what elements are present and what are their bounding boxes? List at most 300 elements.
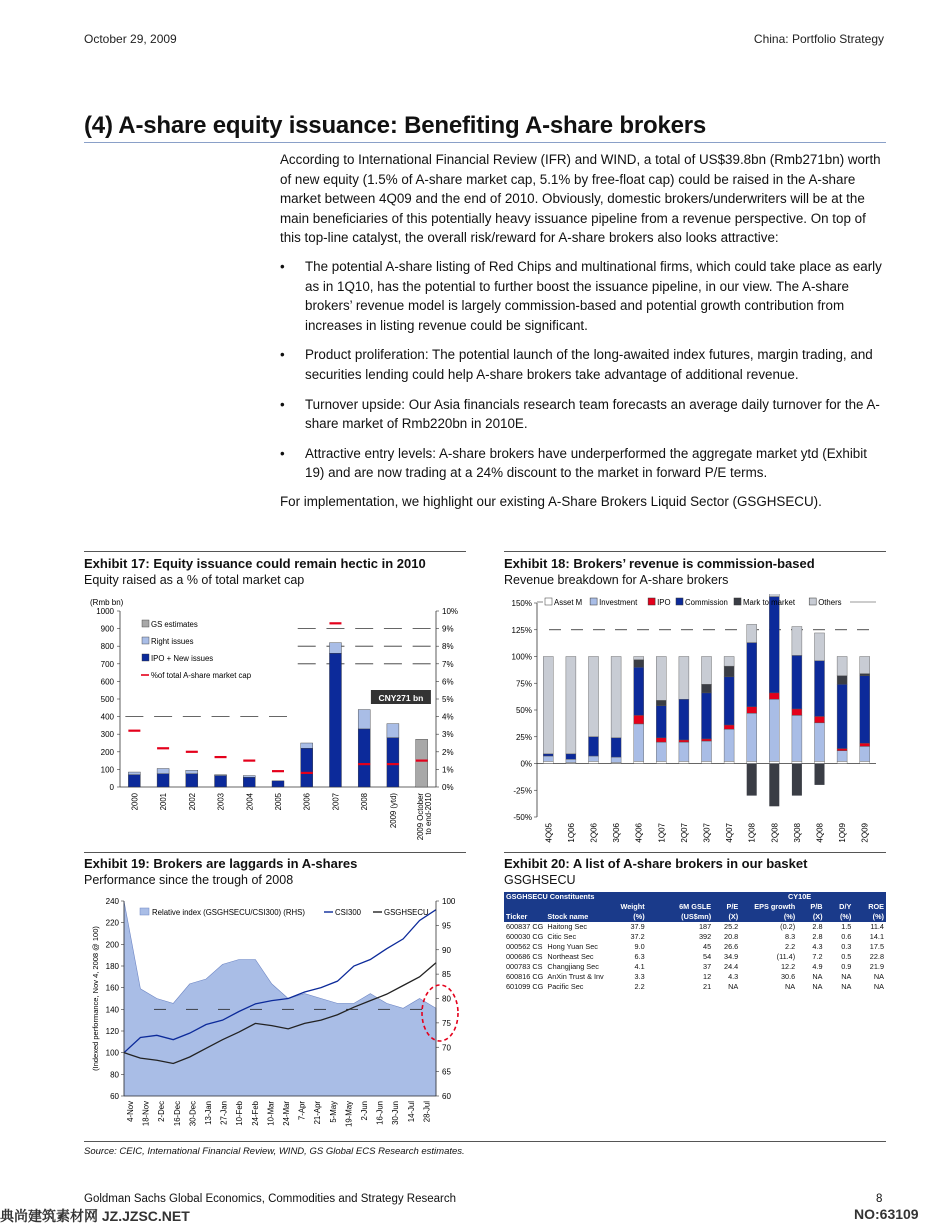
table-row <box>504 922 886 932</box>
bar-segment <box>792 715 802 761</box>
table-cell: 12.2 <box>780 962 796 971</box>
y2-tick-label: 85 <box>442 970 451 980</box>
exhibit-divider <box>504 551 886 552</box>
y-tick-label: 600 <box>100 677 114 687</box>
table-cell: 14.1 <box>869 932 884 941</box>
bar-ipo-new-issues <box>186 774 198 787</box>
bar-segment <box>589 756 599 761</box>
x-tick-label: 4Q08 <box>815 823 825 843</box>
table-cell: 0.6 <box>841 932 852 941</box>
table-cell: 6.3 <box>634 952 645 961</box>
bar-segment <box>792 627 802 656</box>
table-top-right: CY10E <box>788 892 812 901</box>
y2-tick-label: 75 <box>442 1018 451 1028</box>
legend-label: Right issues <box>151 637 194 646</box>
table-cell: 000686 CS <box>506 952 543 961</box>
bar-segment-negative <box>815 764 825 785</box>
table-body <box>504 922 886 992</box>
title-divider <box>84 142 886 143</box>
table-cell: 26.6 <box>724 942 739 951</box>
x-tick-label: 27-Jan <box>219 1101 229 1125</box>
table-cell: 30.6 <box>780 972 796 981</box>
legend-label: Commission <box>685 598 728 607</box>
exhibit-17-chart <box>84 594 466 852</box>
exhibit-18-subtitle: Revenue breakdown for A-share brokers <box>504 573 729 587</box>
bar-segment <box>634 660 644 667</box>
bar-segment <box>679 657 689 700</box>
table-cell: Citic Sec <box>547 932 577 941</box>
table-cell: NA <box>841 982 852 991</box>
table-cell: (0.2) <box>780 922 796 931</box>
bar-segment-negative <box>769 764 779 807</box>
table-row <box>504 952 886 962</box>
source-note: Source: CEIC, International Financial Review, WIND, GS Global ECS Research estimates. <box>84 1146 465 1157</box>
table-cell: 12 <box>703 972 712 981</box>
x-tick-label: 2000 <box>130 793 140 811</box>
bar-segment <box>724 666 734 677</box>
x-tick-label: 2Q09 <box>860 823 870 843</box>
header-date: October 29, 2009 <box>84 32 177 46</box>
table-cell: 2.2 <box>634 982 645 991</box>
table-cell: 17.5 <box>869 942 884 951</box>
bar-segment <box>815 661 825 717</box>
bar-segment <box>769 699 779 761</box>
y-tick-label: 125% <box>511 625 532 635</box>
legend-swatch <box>734 598 741 605</box>
x-tick-label: 1Q08 <box>747 823 757 843</box>
x-tick-label: 10-Feb <box>235 1101 245 1126</box>
bar-segment <box>815 633 825 661</box>
y2-tick-label: 100 <box>442 897 456 906</box>
legend-swatch <box>142 620 149 627</box>
table-cell: 25.2 <box>724 922 739 931</box>
table-cell: 4.1 <box>634 962 645 971</box>
bar-right-issues <box>358 710 370 729</box>
annotation-label: CNY271 bn <box>378 693 424 703</box>
bar-segment <box>611 738 621 757</box>
bar-segment <box>634 761 644 763</box>
x-tick-label: 5-May <box>328 1101 338 1123</box>
table-row <box>504 972 886 982</box>
x-tick-label: 7-Apr <box>297 1101 307 1121</box>
bar-segment <box>769 761 779 763</box>
bar-right-issues <box>186 770 198 774</box>
x-tick-label: 2-Jun <box>360 1101 369 1121</box>
x-tick-label: 14-Jul <box>406 1101 416 1123</box>
table-cell: 54 <box>703 952 712 961</box>
bar-segment <box>566 754 576 759</box>
x-tick-label: 30-Dec <box>188 1101 198 1127</box>
table-cell: NA <box>873 982 884 991</box>
x-tick-label: 4Q07 <box>725 823 735 843</box>
bar-segment <box>611 657 621 738</box>
table-cell: 601099 CG <box>506 982 544 991</box>
bar-segment <box>769 594 779 597</box>
y2-tick-label: 8% <box>442 642 454 652</box>
table-row <box>504 962 886 972</box>
table-cell: Northeast Sec <box>547 952 594 961</box>
x-tick-label: 21-Apr <box>313 1101 323 1125</box>
y-tick-label: 100% <box>511 652 532 662</box>
table-row <box>504 932 886 942</box>
table-cell: NA <box>812 972 823 981</box>
bar-segment <box>702 693 712 739</box>
y2-tick-label: 5% <box>442 695 454 704</box>
bar-segment <box>747 643 757 707</box>
table-cell: 2.8 <box>812 922 823 931</box>
bar-segment <box>792 655 802 709</box>
bar-right-issues <box>301 743 313 748</box>
source-divider <box>84 1141 886 1142</box>
table-cell: (11.4) <box>776 952 796 961</box>
x-tick-label: 2002 <box>187 793 197 811</box>
bar-segment <box>747 624 757 642</box>
x-tick-label: 2Q08 <box>770 823 780 843</box>
x-tick-label: 2006 <box>302 793 312 811</box>
table-header-cell: Weight (%) <box>620 902 645 921</box>
bar-segment <box>543 761 553 763</box>
table-cell: NA <box>873 972 884 981</box>
bar-segment <box>724 729 734 761</box>
table-cell: 21.9 <box>869 962 884 971</box>
x-tick-label: 2Q06 <box>589 823 599 843</box>
table-cell: Haitong Sec <box>547 922 588 931</box>
table-header-cell: ROE (%) <box>868 902 884 921</box>
bullet-text: The potential A-share listing of Red Chips and multinational firms, which could take place as early as in 1Q10, has the potential to further boost the issuance pipeline, in our view. The A-share brokers’ revenue model is largely commission-based and potential growth contribution from increases in listing revenue could be significant. <box>305 258 882 333</box>
bar-gs-estimates <box>416 739 428 787</box>
table-cell: 0.9 <box>841 962 852 971</box>
bullet-item <box>280 444 886 483</box>
x-tick-label: 2009 (ytd) <box>388 793 398 829</box>
table-cell: 37 <box>703 962 712 971</box>
y2-tick-label: 6% <box>442 677 454 687</box>
x-tick-label: 1Q07 <box>657 823 667 843</box>
y-tick-label: 50% <box>515 706 532 715</box>
x-tick-label: 24-Mar <box>282 1101 291 1126</box>
bar-segment <box>860 657 870 674</box>
table-header-cell: EPS growth (%) <box>754 902 796 921</box>
exhibit-18-chart <box>504 594 886 852</box>
bar-segment <box>792 761 802 763</box>
bar-segment <box>634 715 644 724</box>
bar-segment <box>860 746 870 761</box>
x-tick-label: 2001 <box>159 793 169 811</box>
y-tick-label: 25% <box>515 732 532 742</box>
table-cell: NA <box>812 982 823 991</box>
bar-segment <box>543 756 553 761</box>
legend-swatch <box>676 598 683 605</box>
bar-segment <box>702 657 712 685</box>
body-text <box>280 150 886 512</box>
bar-segment-negative <box>747 764 757 796</box>
bar-segment <box>634 657 644 660</box>
bar-segment <box>724 657 734 667</box>
bullet-symbol: • <box>280 396 285 412</box>
table-cell: 8.3 <box>785 932 796 941</box>
bullet-item <box>280 345 886 384</box>
table-cell: Hong Yuan Sec <box>547 942 598 951</box>
table-header-row <box>504 902 886 922</box>
table-cell: 600837 CG <box>506 922 544 931</box>
y-tick-label: 150% <box>511 599 532 608</box>
watermark-left: 典尚建筑素材网 JZ.JZSC.NET <box>0 1208 190 1224</box>
y-axis-unit: (Rmb bn) <box>90 598 124 607</box>
y-tick-label: 500 <box>100 695 114 704</box>
bar-ipo-new-issues <box>243 777 255 787</box>
bar-segment <box>815 761 825 763</box>
y-tick-label: -50% <box>513 813 532 822</box>
x-tick-label: 3Q08 <box>792 823 802 843</box>
bar-segment <box>837 657 847 676</box>
bar-right-issues <box>157 769 169 774</box>
y2-tick-label: 2% <box>442 747 454 757</box>
bar-ipo-new-issues <box>272 781 284 787</box>
bullet-text: Attractive entry levels: A-share brokers have underperformed the aggregate market ytd (Exhibit 19) and are now trading at a 24% discount to the market in forward P/E terms. <box>305 445 867 481</box>
y-tick-label: 100 <box>100 765 114 775</box>
table-cell: 7.2 <box>812 952 823 961</box>
y-tick-label: 1000 <box>96 607 114 616</box>
bar-segment <box>769 693 779 699</box>
legend-label: Others <box>818 598 842 607</box>
bar-segment <box>837 676 847 685</box>
y2-tick-label: 90 <box>442 945 451 955</box>
table-cell: 187 <box>698 922 712 931</box>
table-cell: Changjiang Sec <box>547 962 599 971</box>
legend-label: %of total A-share market cap <box>151 671 252 680</box>
exhibit-20-subtitle: GSGHSECU <box>504 873 576 887</box>
bar-segment <box>769 597 779 693</box>
table-header-cell: Ticker <box>506 912 528 921</box>
table-cell: NA <box>728 982 739 991</box>
legend-label: Asset M <box>554 598 583 607</box>
y-tick-label: 700 <box>100 659 114 669</box>
exhibit-17-title: Exhibit 17: Equity issuance could remain hectic in 2010 <box>84 556 426 571</box>
bar-segment <box>566 657 576 754</box>
y2-tick-label: 1% <box>442 765 454 775</box>
bar-segment <box>679 740 689 742</box>
y-tick-label: 120 <box>105 1027 119 1036</box>
legend-swatch <box>140 908 149 915</box>
bar-segment-negative <box>792 764 802 796</box>
x-tick-label: 28-Jul <box>422 1101 432 1123</box>
y-tick-label: 0 <box>109 783 114 792</box>
bar-ipo-new-issues <box>358 729 370 787</box>
bar-segment <box>589 761 599 763</box>
table-header-cell: P/B (X) <box>810 902 823 921</box>
table-cell: Pacific Sec <box>547 982 584 991</box>
y-tick-label: 100 <box>105 1048 119 1058</box>
y2-tick-label: 60 <box>442 1092 451 1101</box>
y2-tick-label: 3% <box>442 730 454 740</box>
y-tick-label: 200 <box>105 940 119 950</box>
y-tick-label: 900 <box>100 624 114 634</box>
bar-segment <box>724 725 734 729</box>
table-row <box>504 982 886 992</box>
x-tick-label: 18-Nov <box>141 1101 151 1127</box>
x-tick-label: 2005 <box>274 793 283 811</box>
bar-segment <box>589 737 599 756</box>
table-cell: 600816 CG <box>506 972 544 981</box>
x-tick-label: 10-Mar <box>266 1101 276 1126</box>
exhibit-divider <box>504 852 886 853</box>
bar-ipo-new-issues <box>329 653 341 787</box>
legend-label: Relative index (GSGHSECU/CSI300) (RHS) <box>152 908 305 917</box>
header-report: China: Portfolio Strategy <box>753 32 884 46</box>
y2-tick-label: 65 <box>442 1067 451 1077</box>
bar-segment <box>747 707 757 713</box>
y-tick-label: 0% <box>520 759 532 769</box>
legend-label: Investment <box>599 598 638 607</box>
bar-segment <box>679 761 689 763</box>
bar-segment <box>837 761 847 763</box>
bar-segment <box>837 749 847 751</box>
table-cell: 24.4 <box>724 962 739 971</box>
bullet-text: Product proliferation: The potential launch of the long-awaited index futures, margin trading, and securities lending could help A-share brokers take advantage of additional revenue. <box>305 347 873 382</box>
table-cell: AnXin Trust & Inv <box>547 972 604 981</box>
table-cell: 600030 CG <box>506 932 544 941</box>
x-tick-label: 24-Feb <box>250 1101 260 1126</box>
bullet-list <box>280 257 886 483</box>
exhibit-19-title: Exhibit 19: Brokers are laggards in A-shares <box>84 856 358 871</box>
table-cell: 392 <box>698 932 712 941</box>
bullet-text: Turnover upside: Our Asia financials research team forecasts an average daily turnover for the A-share market of Rmb220bn in 2010E. <box>305 396 880 432</box>
exhibit-20-title: Exhibit 20: A list of A-share brokers in our basket <box>504 856 808 871</box>
x-tick-label: 4-Nov <box>126 1101 135 1122</box>
y2-tick-label: 9% <box>442 624 454 634</box>
table-cell: 37.2 <box>630 932 645 941</box>
table-cell: 000562 CS <box>506 942 543 951</box>
y-tick-label: 180 <box>105 962 119 971</box>
bar-segment <box>724 677 734 725</box>
bar-segment <box>702 761 712 763</box>
bar-segment <box>792 709 802 715</box>
bar-segment <box>566 759 576 762</box>
bullet-item <box>280 395 886 434</box>
table-row <box>504 942 886 952</box>
intro-paragraph: According to International Financial Review (IFR) and WIND, a total of US$39.8bn (Rmb271bn) worth of new equity (1.5% of A-share market cap, 5.1% by free-float cap) could be raised in the A-share market between 4Q09 and the end of 2010. Obviously, domestic brokers/underwriters will be at the main beneficiaries of this potentially heavy issuance pipeline from a revenue perspective. On top of this top-line catalyst, the overall risk/reward for A-share brokers also looks attractive: <box>280 152 881 246</box>
x-tick-label: 13-Jan <box>204 1101 213 1125</box>
bar-ipo-new-issues <box>215 776 227 787</box>
legend-swatch <box>545 598 552 605</box>
bar-right-issues <box>387 724 399 738</box>
table-cell: 37.9 <box>630 922 645 931</box>
table-cell: 2.8 <box>812 932 823 941</box>
table-cell: 4.3 <box>812 942 823 951</box>
y-tick-label: -25% <box>513 786 532 796</box>
bar-segment <box>611 757 621 762</box>
bar-right-issues <box>128 772 140 775</box>
legend-swatch <box>142 637 149 644</box>
y-axis-label: (Indexed performance, Nov 4, 2008 @ 100) <box>91 926 100 1071</box>
y-tick-label: 240 <box>105 897 119 906</box>
y2-tick-label: 70 <box>442 1043 451 1053</box>
table-cell: 21 <box>703 982 712 991</box>
y2-tick-label: 7% <box>442 659 454 669</box>
bar-segment <box>702 741 712 761</box>
table-header-cell: 6M GSLE (US$mn) <box>679 902 712 921</box>
bullet-symbol: • <box>280 347 285 363</box>
bar-segment <box>543 754 553 756</box>
bar-segment <box>702 739 712 741</box>
table-cell: 0.3 <box>841 942 852 951</box>
bar-segment <box>679 699 689 740</box>
y-tick-label: 140 <box>105 1005 119 1015</box>
exhibit-divider <box>84 551 466 552</box>
closing-paragraph: For implementation, we highlight our existing A-Share Brokers Liquid Sector (GSGHSECU). <box>280 493 822 509</box>
y-tick-label: 160 <box>105 983 119 993</box>
legend-label: Mark to market <box>743 598 795 607</box>
x-tick-label: 30-Jun <box>391 1101 401 1125</box>
x-tick-label: 1Q09 <box>838 823 848 843</box>
table-cell: 2.2 <box>785 942 796 951</box>
legend-swatch <box>648 598 655 605</box>
bar-segment <box>747 713 757 761</box>
legend-swatch <box>809 598 816 605</box>
y-tick-label: 400 <box>100 712 114 722</box>
page-number: 8 <box>876 1193 883 1205</box>
bullet-symbol: • <box>280 258 285 274</box>
bar-ipo-new-issues <box>128 775 140 787</box>
table-cell: 3.3 <box>634 972 645 981</box>
bar-segment <box>634 724 644 761</box>
bar-ipo-new-issues <box>301 748 313 787</box>
legend-label: IPO + New issues <box>151 654 214 663</box>
bar-segment <box>656 700 666 705</box>
bar-ipo-new-issues <box>387 738 399 787</box>
table-cell: 4.3 <box>728 972 739 981</box>
exhibit-17-subtitle: Equity raised as a % of total market cap <box>84 573 305 587</box>
bullet-item <box>280 257 886 335</box>
x-tick-label: 3Q06 <box>612 823 622 843</box>
y-tick-label: 80 <box>110 1070 119 1080</box>
x-tick-label: 4Q06 <box>634 823 644 843</box>
x-tick-label: 2003 <box>216 793 226 811</box>
bar-segment <box>860 761 870 763</box>
y-tick-label: 60 <box>110 1092 119 1101</box>
bar-segment <box>543 657 553 754</box>
table-cell: 9.0 <box>634 942 645 951</box>
table-cell: 11.4 <box>870 922 884 931</box>
y-tick-label: 300 <box>100 730 114 740</box>
bar-segment <box>656 738 666 742</box>
legend-label: CSI300 <box>335 908 362 917</box>
table-top-left: GSGHSECU Constituents <box>506 892 595 901</box>
bar-right-issues <box>329 643 341 654</box>
legend-swatch <box>142 654 149 661</box>
bar-segment <box>837 751 847 762</box>
y2-tick-label: 4% <box>442 712 454 722</box>
table-header-cell: Stock name <box>547 912 589 921</box>
x-tick-label: 4Q05 <box>544 823 554 843</box>
x-tick-label: 16-Jun <box>375 1101 385 1125</box>
exhibit-20-table <box>504 892 886 992</box>
bar-segment <box>747 761 757 763</box>
x-tick-label: 2007 <box>331 793 341 811</box>
table-cell: 22.8 <box>869 952 884 961</box>
x-tick-label: 2008 <box>360 793 370 811</box>
exhibit-18-title: Exhibit 18: Brokers’ revenue is commission-based <box>504 556 815 571</box>
bar-segment <box>656 706 666 738</box>
bar-segment <box>679 742 689 761</box>
bar-right-issues <box>243 776 255 778</box>
exhibit-19-subtitle: Performance since the trough of 2008 <box>84 873 294 887</box>
table-cell: 34.9 <box>724 952 739 961</box>
table-cell: 0.5 <box>841 952 852 961</box>
x-tick-label: 3Q07 <box>702 823 712 843</box>
bar-segment <box>702 684 712 693</box>
bar-segment <box>837 684 847 748</box>
table-header-cell: P/E (X) <box>726 902 739 921</box>
